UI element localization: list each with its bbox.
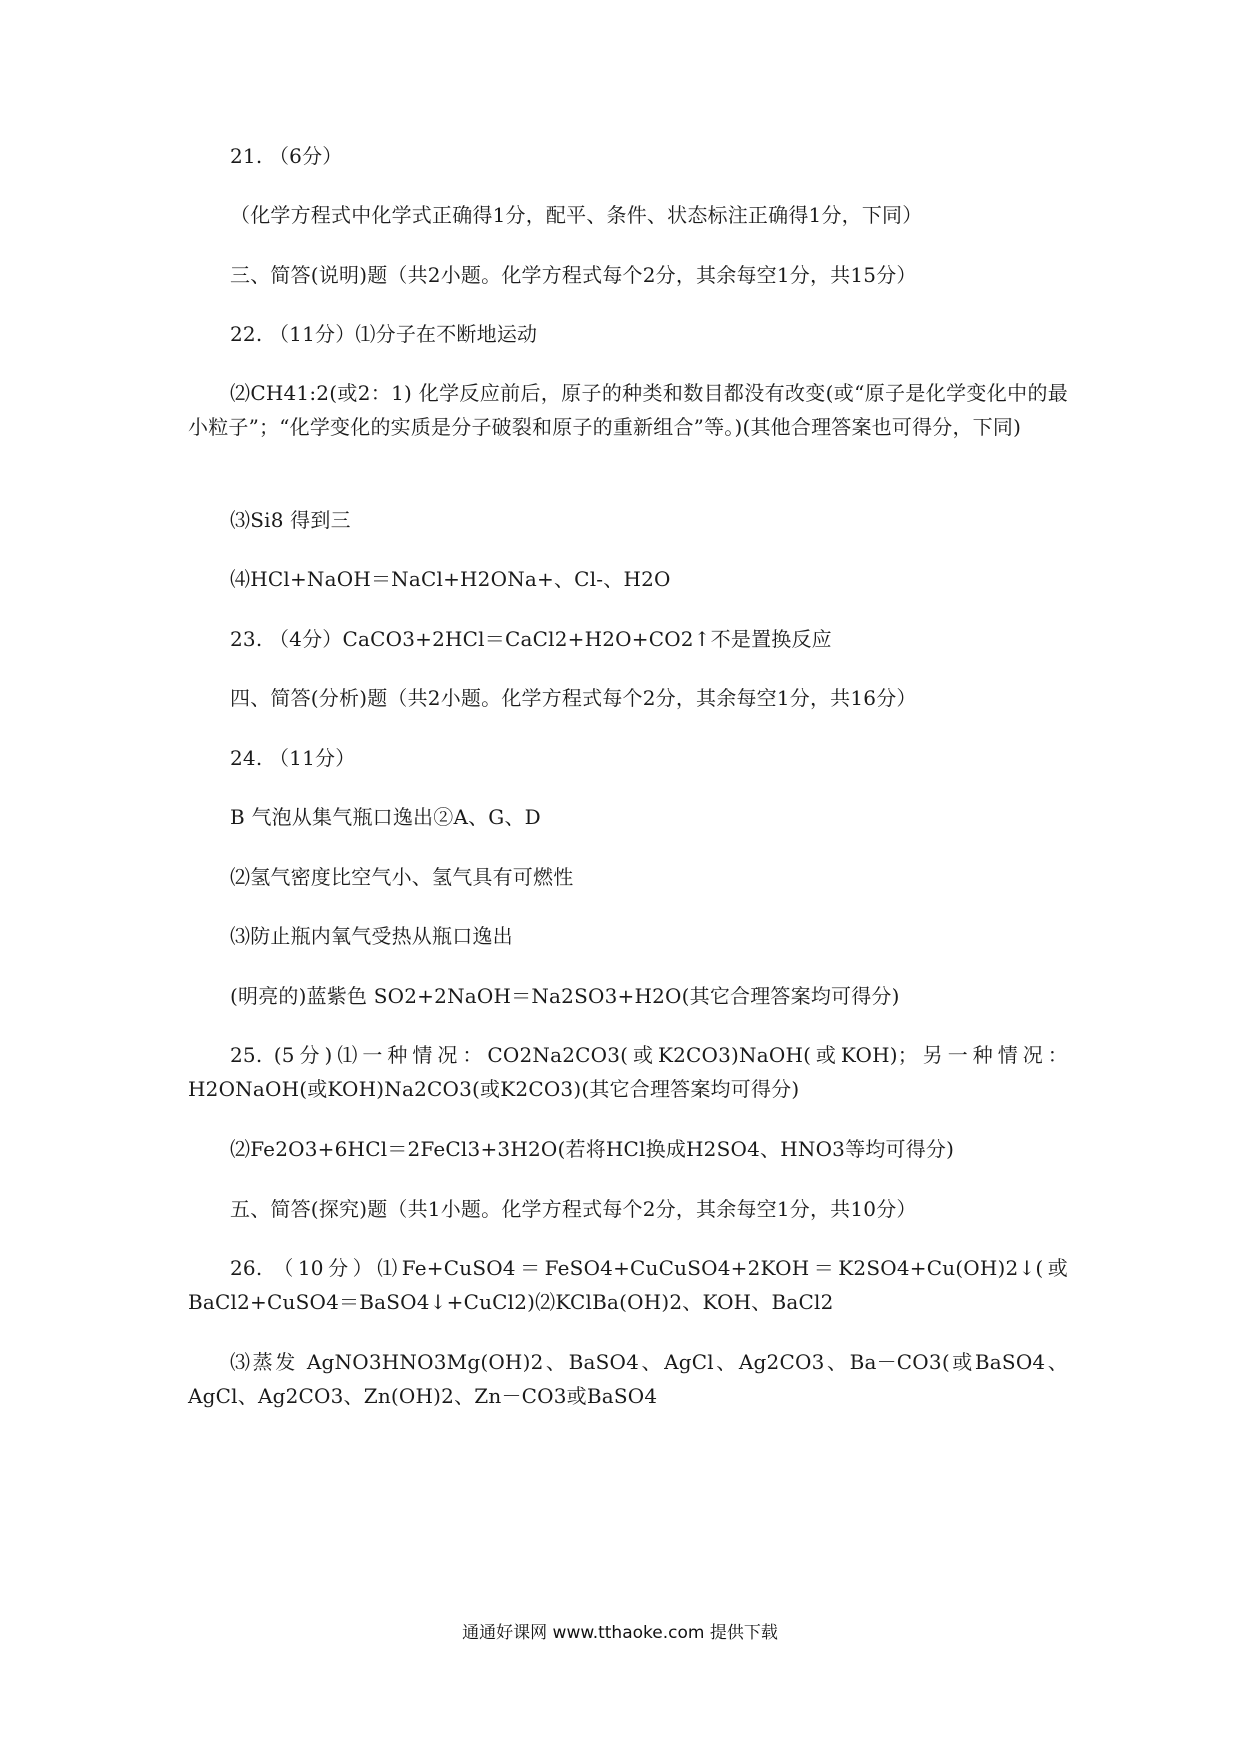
section-3-heading: 三、简答(说明)题（共2小题。化学方程式每个2分，其余每空1分，共15分） [230, 263, 917, 287]
footer-watermark: 通通好课网 www.tthaoke.com 提供下载 [462, 1623, 778, 1643]
q24-part1: B 气泡从集气瓶口逸出②A、G、D [230, 805, 541, 829]
q22-part2: ⑵CH41:2(或2：1) 化学反应前后，原子的种类和数目都没有改变(或“原子是化学变化中的最小粒子”；“化学变化的实质是分子破裂和原子的重新组合”等。)(其他合理答案也可得分，下同) [188, 381, 1068, 439]
q22-part1: 22. （11分）⑴分子在不断地运动 [230, 322, 538, 346]
q23-answer: 23. （4分）CaCO3+2HCl＝CaCl2+H2O+CO2↑不是置换反应 [230, 627, 832, 651]
section-5-heading: 五、简答(探究)题（共1小题。化学方程式每个2分，其余每空1分，共10分） [230, 1197, 917, 1221]
q24-part2: ⑵氢气密度比空气小、氢气具有可燃性 [230, 865, 574, 889]
q22-part4: ⑷HCl+NaOH＝NaCl+H2ONa+、Cl-、H2O [230, 567, 671, 591]
q25-part2: ⑵Fe2O3+6HCl＝2FeCl3+3H2O(若将HCl换成H2SO4、HNO3等均可得分) [230, 1137, 955, 1161]
q26-part3: ⑶蒸发 AgNO3HNO3Mg(OH)2、BaSO4、AgCl、Ag2CO3、Ba－CO3(或BaSO4、AgCl、Ag2CO3、Zn(OH)2、Zn－CO3或BaSO4 [188, 1350, 1068, 1408]
scoring-note: （化学方程式中化学式正确得1分，配平、条件、状态标注正确得1分，下同） [230, 203, 923, 227]
section-4-heading: 四、简答(分析)题（共2小题。化学方程式每个2分，其余每空1分，共16分） [230, 686, 917, 710]
q22-part3: ⑶Si8 得到三 [230, 508, 351, 532]
q24-part4: (明亮的)蓝紫色 SO2+2NaOH＝Na2SO3+H2O(其它合理答案均可得分) [230, 984, 900, 1008]
q24-part3: ⑶防止瓶内氧气受热从瓶口逸出 [230, 924, 513, 948]
q25-part1: 25. (5分)⑴一种情况：CO2Na2CO3(或K2CO3)NaOH(或KOH)；另一种情况：H2ONaOH(或KOH)Na2CO3(或K2CO3)(其它合理答案均可得分) [188, 1043, 1068, 1101]
q24-heading: 24. （11分） [230, 746, 356, 770]
q21-heading: 21. （6分） [230, 144, 343, 168]
q26-part1: 26. （10分）⑴Fe+CuSO4＝FeSO4+CuCuSO4+2KOH＝K2SO4+Cu(OH)2↓(或BaCl2+CuSO4＝BaSO4↓+CuCl2)⑵KClBa(OH)2、KOH、BaCl2 [188, 1256, 1068, 1314]
